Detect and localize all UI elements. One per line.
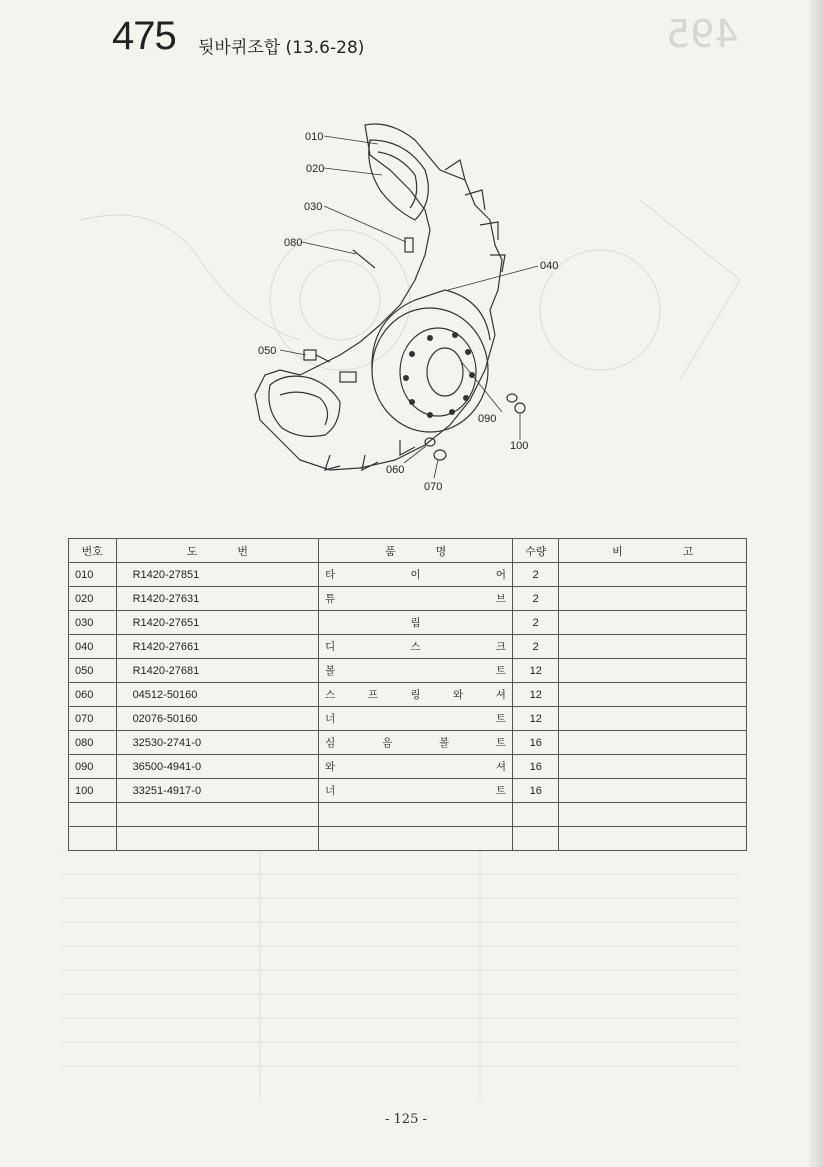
part-name-char: 링 <box>410 689 421 701</box>
part-name-char: 트 <box>495 665 506 677</box>
header-no: 번호 <box>69 539 117 563</box>
section-title: 뒷바퀴조합 (13.6-28) <box>198 38 365 58</box>
part-number: R1420-27631 <box>116 587 319 611</box>
part-name-chars <box>325 687 506 702</box>
part-name-chars <box>325 639 506 654</box>
row-number: 030 <box>69 611 117 635</box>
empty-cell <box>319 827 513 851</box>
callout-label: 040 <box>540 260 559 272</box>
header-qty: 수량 <box>513 539 559 563</box>
row-number: 080 <box>69 731 117 755</box>
empty-cell <box>69 803 117 827</box>
part-name-char: 볼 <box>438 737 450 749</box>
empty-cell <box>559 827 747 851</box>
part-name <box>319 683 513 707</box>
part-name-char: 림 <box>410 617 421 629</box>
part-name-char: 트 <box>495 785 506 797</box>
part-name-char: 스 <box>410 641 421 653</box>
part-name <box>319 707 513 731</box>
part-quantity: 2 <box>513 587 559 611</box>
part-name-char: 프 <box>367 689 378 701</box>
part-name <box>319 755 513 779</box>
part-remarks <box>559 635 747 659</box>
header-name-char: 품 <box>384 544 396 558</box>
part-remarks <box>559 755 747 779</box>
header-remarks <box>559 539 747 563</box>
table-row <box>69 707 747 731</box>
part-name <box>319 611 513 635</box>
part-quantity: 2 <box>513 563 559 587</box>
header-part-no-char: 번 <box>237 544 248 558</box>
row-number: 090 <box>69 755 117 779</box>
part-number: R1420-27661 <box>116 635 319 659</box>
wheel-assembly-diagram <box>240 110 580 500</box>
part-name-char: 와 <box>453 689 464 701</box>
part-number: R1420-27681 <box>116 659 319 683</box>
part-name-char: 볼 <box>325 665 336 677</box>
table-row <box>69 779 747 803</box>
part-name <box>319 731 513 755</box>
callout-label: 030 <box>304 201 323 213</box>
part-quantity: 16 <box>513 731 559 755</box>
row-number: 050 <box>69 659 117 683</box>
empty-cell <box>116 827 319 851</box>
part-quantity: 2 <box>513 611 559 635</box>
part-quantity: 12 <box>513 683 559 707</box>
part-name-char: 심 <box>325 737 336 749</box>
part-name-char: 너 <box>325 785 336 797</box>
part-name-char: 크 <box>495 641 506 653</box>
part-remarks <box>559 683 747 707</box>
part-name <box>319 563 513 587</box>
part-name-char: 스 <box>325 689 336 701</box>
part-name-char: 어 <box>495 569 506 581</box>
table-row <box>69 659 747 683</box>
part-name <box>319 635 513 659</box>
row-number: 020 <box>69 587 117 611</box>
part-name-chars <box>325 759 506 774</box>
part-remarks <box>559 611 747 635</box>
part-number: 36500-4941-0 <box>116 755 319 779</box>
row-number: 040 <box>69 635 117 659</box>
part-name-char: 이 <box>410 569 421 581</box>
table-row <box>69 563 747 587</box>
table-row <box>69 611 747 635</box>
part-name <box>319 779 513 803</box>
part-remarks <box>559 563 747 587</box>
part-name-chars <box>325 591 506 606</box>
part-quantity: 12 <box>513 659 559 683</box>
page-number: - 125 - <box>385 1112 427 1127</box>
callout-label: 080 <box>284 237 303 249</box>
part-remarks <box>559 779 747 803</box>
part-number: 02076-50160 <box>116 707 319 731</box>
part-name-char: 튜 <box>325 593 336 605</box>
empty-cell <box>513 827 559 851</box>
callout-label: 020 <box>306 163 325 175</box>
part-quantity: 16 <box>513 779 559 803</box>
part-name-chars <box>325 711 506 726</box>
header-name <box>319 539 513 563</box>
table-row <box>69 683 747 707</box>
row-number: 010 <box>69 563 117 587</box>
table-row <box>69 731 747 755</box>
part-remarks <box>559 587 747 611</box>
bleed-through-text: 495 <box>666 12 739 56</box>
part-quantity: 12 <box>513 707 559 731</box>
part-name-char: 와 <box>325 761 336 773</box>
empty-cell <box>69 827 117 851</box>
empty-cell <box>513 803 559 827</box>
part-remarks <box>559 659 747 683</box>
part-number: 33251-4917-0 <box>116 779 319 803</box>
part-name <box>319 587 513 611</box>
part-number: 04512-50160 <box>116 683 319 707</box>
part-name-char: 트 <box>495 737 506 749</box>
callout-label: 050 <box>258 345 277 357</box>
part-quantity: 2 <box>513 635 559 659</box>
callout-label: 060 <box>386 464 405 476</box>
part-name-chars <box>325 783 506 798</box>
part-number: R1420-27651 <box>116 611 319 635</box>
table-row <box>69 755 747 779</box>
part-name-char: 브 <box>495 593 506 605</box>
empty-cell <box>116 803 319 827</box>
part-name-chars <box>325 663 506 678</box>
header-remarks-char: 고 <box>682 544 694 558</box>
table-header-row <box>69 539 747 563</box>
empty-table-row <box>69 827 747 851</box>
page-edge <box>809 0 823 1167</box>
part-name <box>319 659 513 683</box>
empty-table-row <box>69 803 747 827</box>
part-name-char: 트 <box>495 713 506 725</box>
callout-label: 100 <box>510 440 529 452</box>
part-name-char: 셔 <box>495 761 506 773</box>
part-number: 32530-2741-0 <box>116 731 319 755</box>
part-name-char: 음 <box>382 737 393 749</box>
part-remarks <box>559 707 747 731</box>
table-row <box>69 587 747 611</box>
header-part-no <box>116 539 319 563</box>
part-remarks <box>559 731 747 755</box>
parts-table-body <box>69 563 747 851</box>
parts-table <box>68 538 747 851</box>
callout-label: 070 <box>424 481 443 493</box>
part-name-char: 타 <box>325 569 336 581</box>
part-name-char: 디 <box>325 641 336 653</box>
callout-label: 090 <box>478 413 497 425</box>
section-number: 475 <box>112 14 176 58</box>
part-name-chars <box>325 735 506 750</box>
header-name-char: 명 <box>435 544 447 558</box>
part-name-chars <box>325 567 506 582</box>
row-number: 100 <box>69 779 117 803</box>
part-quantity: 16 <box>513 755 559 779</box>
bleed-through-table <box>60 850 740 1100</box>
row-number: 060 <box>69 683 117 707</box>
callout-label: 010 <box>305 131 324 143</box>
part-name-chars <box>325 615 506 630</box>
table-row <box>69 635 747 659</box>
part-name-char: 셔 <box>495 689 506 701</box>
row-number: 070 <box>69 707 117 731</box>
part-name-char: 너 <box>325 713 336 725</box>
part-number: R1420-27851 <box>116 563 319 587</box>
empty-cell <box>559 803 747 827</box>
empty-cell <box>319 803 513 827</box>
header-part-no-char: 도 <box>186 544 198 558</box>
header-remarks-char: 비 <box>612 544 623 558</box>
